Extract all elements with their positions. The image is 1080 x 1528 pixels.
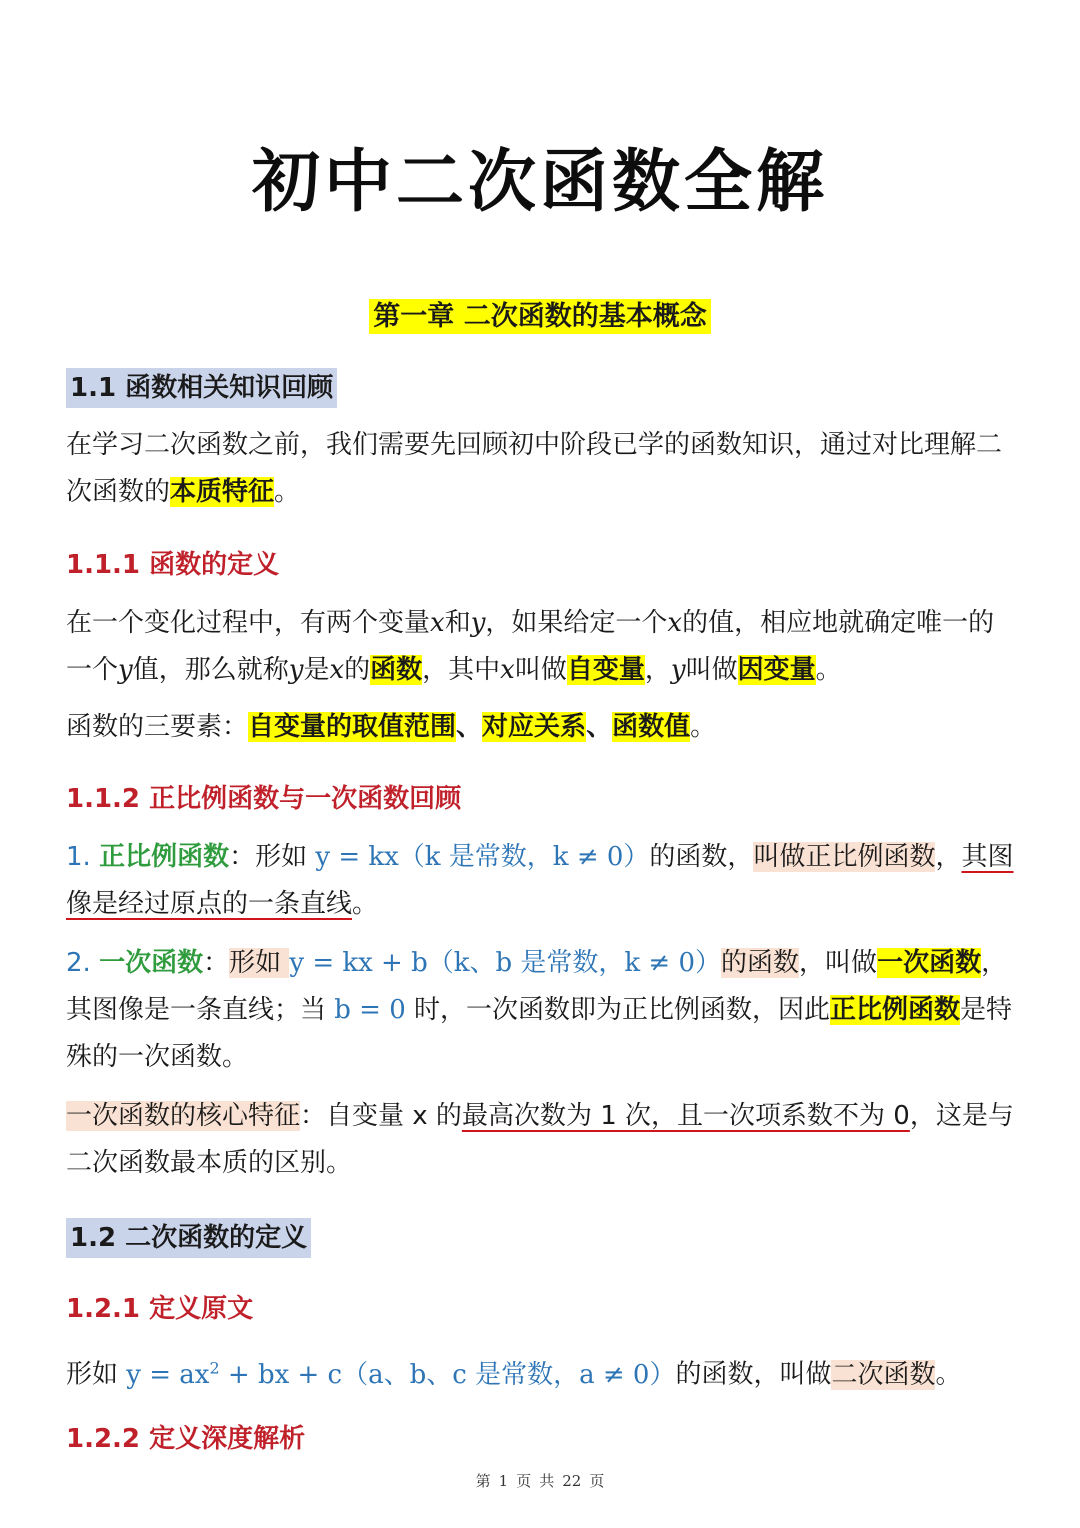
document-title: 初中二次函数全解 bbox=[251, 143, 828, 222]
formula-linear: y = kx + b（k、b 是常数，k ≠ 0） bbox=[289, 948, 722, 978]
core-text: ，这是与二次函数最本质的区别。 bbox=[66, 1101, 1014, 1178]
item-text: 的函数， bbox=[649, 842, 754, 872]
def-text: 形如 bbox=[66, 1359, 127, 1390]
current-page-number: 1 bbox=[498, 1472, 509, 1490]
var-y: y bbox=[470, 608, 486, 638]
end-mark: 。 bbox=[935, 1359, 962, 1390]
list-number: 1. bbox=[66, 842, 91, 872]
item-text: ，叫做 bbox=[799, 948, 878, 978]
var-x: x bbox=[667, 608, 683, 638]
three-elements-label: 函数的三要素： bbox=[66, 712, 249, 742]
section-heading-1-2: 1.2 二次函数的定义 bbox=[66, 1218, 311, 1258]
term-linear-function: 一次函数 bbox=[99, 948, 204, 978]
var-y: y bbox=[288, 655, 304, 685]
def-text: 的 bbox=[344, 655, 371, 685]
formula-quadratic bbox=[126, 1360, 675, 1390]
var-x: x bbox=[329, 655, 345, 685]
item-text: ，其图像是一条直线；当 bbox=[66, 948, 1008, 1025]
end-mark: 。 bbox=[352, 889, 379, 919]
end-mark: 。 bbox=[690, 712, 717, 742]
three-elements-paragraph bbox=[66, 704, 1016, 751]
intro-end: 。 bbox=[274, 477, 301, 507]
item-text: ， bbox=[935, 842, 962, 872]
footer-text: 页 bbox=[589, 1472, 605, 1490]
highlight-form-end: 的函数 bbox=[721, 948, 800, 978]
item-text: ： bbox=[203, 948, 230, 978]
chapter-heading bbox=[0, 294, 1080, 333]
underline-origin-line: 其图像是经过原点的一条直线 bbox=[66, 842, 1014, 919]
page-footer bbox=[0, 1470, 1080, 1491]
item-text: 是特殊的一次函数。 bbox=[66, 995, 1013, 1072]
highlight-correspondence: 对应关系 bbox=[482, 712, 587, 742]
highlight-domain: 自变量的取值范围 bbox=[248, 712, 457, 742]
subsection-heading-1-1-2: 1.1.2 正比例函数与一次函数回顾 bbox=[66, 784, 462, 814]
total-pages: 22 bbox=[562, 1472, 582, 1490]
highlight-essence: 本质特征 bbox=[170, 477, 275, 507]
highlight-form: 形如 bbox=[229, 948, 290, 978]
chapter-title: 第一章 二次函数的基本概念 bbox=[369, 299, 710, 334]
item-text: 时，一次函数即为正比例函数，因此 bbox=[405, 995, 831, 1025]
var-x: x bbox=[500, 655, 515, 685]
subsection-heading-1-2-2: 1.2.2 定义深度解析 bbox=[66, 1424, 306, 1454]
linear-core-feature-paragraph bbox=[66, 1093, 1016, 1187]
highlight-linear-function: 一次函数 bbox=[877, 948, 982, 978]
def-text: 值，那么就称 bbox=[132, 655, 289, 685]
separator: 、 bbox=[456, 712, 483, 742]
item-text: ：形如 bbox=[229, 842, 316, 872]
highlight-proportional-name: 叫做正比例函数 bbox=[753, 842, 936, 872]
def-text: 在一个变化过程中，有两个变量 bbox=[66, 608, 431, 638]
separator: 、 bbox=[586, 712, 613, 742]
highlight-dependent-variable: 因变量 bbox=[737, 655, 816, 685]
highlight-function: 函数 bbox=[370, 655, 423, 685]
underline-highest-degree: 最高次数为 1 次，且一次项系数不为 0 bbox=[461, 1101, 910, 1131]
var-x: x bbox=[430, 608, 445, 638]
var-y: y bbox=[670, 655, 686, 685]
footer-text: 页 bbox=[516, 1472, 532, 1490]
list-number: 2. bbox=[66, 948, 91, 978]
list-item-linear-function bbox=[66, 940, 1016, 1081]
formula-b-zero: b = 0 bbox=[334, 995, 406, 1025]
term-proportional-function: 正比例函数 bbox=[99, 842, 230, 872]
highlight-independent-variable: 自变量 bbox=[566, 655, 645, 685]
formula-part: + bx + c（a、b、c 是常数，a ≠ 0） bbox=[219, 1359, 676, 1390]
highlight-proportional-function: 正比例函数 bbox=[830, 995, 961, 1025]
def-text: 叫做 bbox=[685, 655, 738, 685]
def-text: 的值，相应地就确定唯一的一个 bbox=[66, 608, 995, 685]
def-text: 叫做 bbox=[514, 655, 567, 685]
section-heading-1-1: 1.1 函数相关知识回顾 bbox=[66, 368, 337, 408]
def-text: ，其中 bbox=[422, 655, 501, 685]
highlight-function-value: 函数值 bbox=[612, 712, 691, 742]
function-definition-paragraph bbox=[66, 600, 1016, 694]
formula-proportional: y = kx（k 是常数，k ≠ 0） bbox=[315, 842, 650, 872]
subsection-heading-1-2-1: 1.2.1 定义原文 bbox=[66, 1294, 254, 1324]
section-1-1-intro bbox=[66, 422, 1016, 516]
def-text: ， bbox=[644, 655, 671, 685]
footer-text: 第 bbox=[475, 1472, 491, 1490]
quadratic-definition-paragraph bbox=[66, 1344, 1016, 1399]
intro-text: 在学习二次函数之前，我们需要先回顾初中阶段已学的函数知识，通过对比理解二次函数的 bbox=[66, 430, 1003, 507]
list-item-proportional-function bbox=[66, 834, 1016, 928]
def-text: 的函数，叫做 bbox=[675, 1359, 832, 1390]
highlight-quadratic-function: 二次函数 bbox=[831, 1359, 936, 1390]
footer-text: 共 bbox=[539, 1472, 555, 1490]
formula-part: y = ax bbox=[126, 1359, 210, 1390]
var-y: y bbox=[118, 655, 133, 685]
formula-exponent: 2 bbox=[209, 1358, 220, 1377]
subsection-heading-1-1-1: 1.1.1 函数的定义 bbox=[66, 550, 280, 580]
def-text: 和 bbox=[444, 608, 471, 638]
def-text: 是 bbox=[303, 655, 330, 685]
def-text: ，如果给定一个 bbox=[485, 608, 668, 638]
highlight-core-feature: 一次函数的核心特征 bbox=[66, 1101, 301, 1131]
def-text: 。 bbox=[815, 655, 842, 685]
core-text: ：自变量 x 的 bbox=[300, 1101, 462, 1131]
